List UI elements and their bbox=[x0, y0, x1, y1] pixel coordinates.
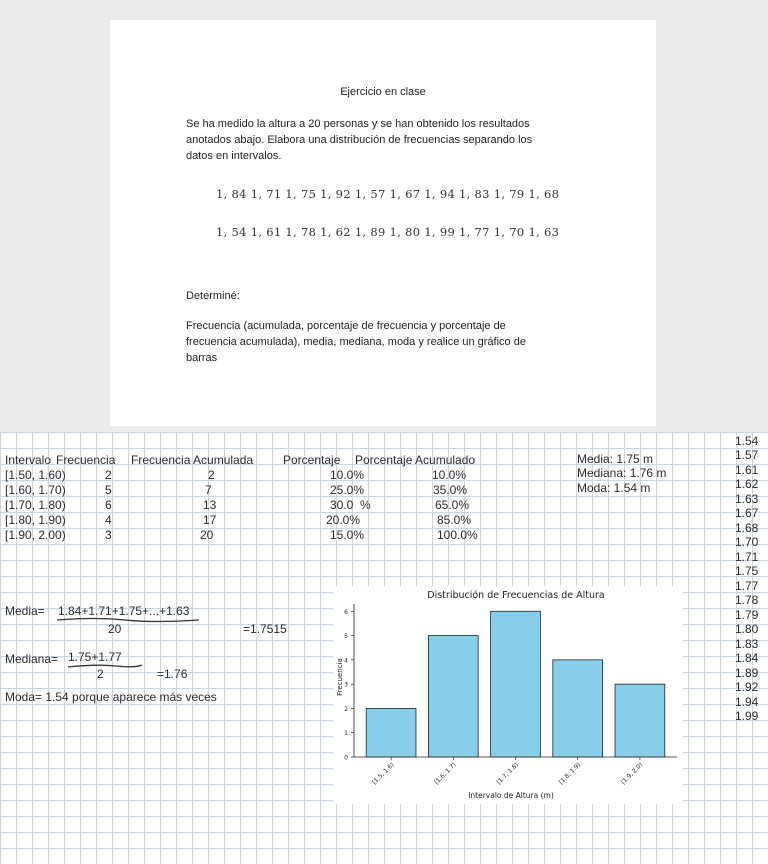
header-porcentaje: Porcentaje bbox=[283, 453, 341, 467]
bar bbox=[428, 636, 478, 757]
chart-title: Distribución de Frecuencias de Altura bbox=[427, 590, 605, 601]
cell-porcentaje: 20.0% bbox=[326, 513, 361, 527]
cell-porcentaje-acumulado: 10.0% bbox=[432, 468, 467, 482]
cell-porcentaje-acumulado: 85.0% bbox=[437, 513, 472, 527]
instruction-line: Frecuencia (acumulada, porcentaje de frecuencia y porcentaje de bbox=[186, 320, 506, 332]
exercise-intro bbox=[186, 116, 566, 164]
header-intervalo: Intervalo bbox=[5, 453, 52, 467]
x-tick-label: [1.5, 1.6) bbox=[371, 761, 396, 786]
cell-intervalo: [1.90, 2.00) bbox=[5, 528, 66, 542]
cell-porcentaje-acumulado: 65.0% bbox=[435, 498, 470, 512]
sorted-value: 1.99 bbox=[735, 709, 759, 723]
cell-intervalo: [1.70, 1.80) bbox=[5, 498, 66, 512]
sorted-value: 1.54 bbox=[735, 434, 759, 448]
bar bbox=[366, 708, 416, 757]
stat-moda: Moda: 1.54 m bbox=[577, 481, 651, 495]
fraction-bar bbox=[55, 616, 201, 624]
mediana-denominator: 2 bbox=[97, 667, 104, 681]
exercise-sheet bbox=[110, 20, 656, 426]
x-tick-label: [1.8, 1.9) bbox=[557, 761, 583, 786]
intro-line: anotados abajo. Elabora una distribución de frecuencias separando los bbox=[186, 134, 533, 146]
y-axis-label: Frecuencia bbox=[336, 658, 344, 696]
exercise-instructions bbox=[186, 318, 566, 366]
cell-acumulada: 7 bbox=[205, 483, 212, 497]
instruction-line: barras bbox=[186, 352, 218, 364]
sorted-value: 1.68 bbox=[735, 521, 759, 535]
cell-intervalo: [1.80, 1.90) bbox=[5, 513, 66, 527]
intro-line: Se ha medido la altura a 20 personas y se han obtenido los resultados bbox=[186, 118, 530, 130]
cell-porcentaje-acumulado: 100.0% bbox=[437, 528, 478, 542]
bar bbox=[553, 660, 603, 757]
sorted-value: 1.63 bbox=[735, 492, 759, 506]
bar bbox=[615, 684, 665, 757]
cell-acumulada: 17 bbox=[203, 513, 217, 527]
sorted-value: 1.83 bbox=[735, 637, 759, 651]
sorted-value: 1.92 bbox=[735, 680, 759, 694]
y-tick-label: 5 bbox=[344, 633, 348, 641]
media-numerator: 1.84+1.71+1.75+...+1.63 bbox=[58, 604, 190, 618]
chart-svg bbox=[333, 586, 683, 804]
intro-line: datos en intervalos. bbox=[186, 150, 282, 162]
stat-mediana: Mediana: 1.76 m bbox=[577, 466, 667, 480]
y-tick-label: 4 bbox=[344, 657, 348, 665]
cell-porcentaje: 30.0 % bbox=[330, 498, 371, 512]
sorted-value: 1.77 bbox=[735, 579, 759, 593]
cell-porcentaje: 15.0% bbox=[330, 528, 365, 542]
y-tick-label: 2 bbox=[344, 705, 348, 713]
fraction-bar bbox=[66, 662, 144, 670]
cell-acumulada: 2 bbox=[208, 468, 215, 482]
header-frecuencia-acumulada: Frecuencia Acumulada bbox=[131, 453, 254, 467]
sorted-value: 1.78 bbox=[735, 593, 759, 607]
data-row-2: 1, 54 1, 61 1, 78 1, 62 1, 89 1, 80 1, 99 1, 77 1, 70 1, 63 bbox=[216, 225, 560, 239]
cell-frecuencia: 4 bbox=[105, 513, 112, 527]
moda-text: Moda= 1.54 porque aparece más veces bbox=[5, 690, 217, 704]
sorted-value: 1.94 bbox=[735, 695, 759, 709]
header-porcentaje-acumulado: Porcentaje Acumulado bbox=[355, 453, 476, 467]
mediana-result: =1.76 bbox=[157, 667, 188, 681]
y-tick-label: 6 bbox=[344, 608, 348, 616]
sorted-value: 1.75 bbox=[735, 564, 759, 578]
determine-label: Determiné: bbox=[186, 290, 240, 302]
sorted-value: 1.62 bbox=[735, 477, 759, 491]
media-result: =1.7515 bbox=[243, 622, 287, 636]
sorted-value: 1.61 bbox=[735, 463, 759, 477]
cell-frecuencia: 2 bbox=[105, 468, 112, 482]
mediana-label: Mediana= bbox=[5, 652, 59, 666]
media-label: Media= bbox=[5, 604, 45, 618]
bar bbox=[491, 611, 541, 757]
cell-intervalo: [1.50, 1.60) bbox=[5, 468, 66, 482]
sorted-value: 1.89 bbox=[735, 666, 759, 680]
y-tick-label: 3 bbox=[344, 681, 348, 689]
y-tick-label: 0 bbox=[344, 754, 348, 762]
cell-acumulada: 13 bbox=[203, 498, 217, 512]
cell-frecuencia: 5 bbox=[105, 483, 112, 497]
sorted-value: 1.70 bbox=[735, 535, 759, 549]
stat-media: Media: 1.75 m bbox=[577, 452, 654, 466]
cell-frecuencia: 6 bbox=[105, 498, 112, 512]
sorted-value: 1.79 bbox=[735, 608, 759, 622]
sorted-value: 1.67 bbox=[735, 506, 759, 520]
header-frecuencia: Frecuencia bbox=[56, 453, 116, 467]
media-denominator: 20 bbox=[108, 622, 122, 636]
sorted-value: 1.57 bbox=[735, 448, 759, 462]
x-tick-label: [1.6, 1.7) bbox=[433, 761, 458, 786]
x-axis-label: Intervalo de Altura (m) bbox=[468, 791, 554, 800]
cell-porcentaje-acumulado: 35.0% bbox=[433, 483, 468, 497]
cell-porcentaje: 25.0% bbox=[330, 483, 365, 497]
mediana-numerator: 1.75+1.77 bbox=[68, 650, 122, 664]
cell-porcentaje: 10.0% bbox=[330, 468, 365, 482]
x-tick-label: [1.7, 1.8) bbox=[495, 761, 520, 786]
y-tick-label: 1 bbox=[344, 730, 348, 738]
data-row-1: 1, 84 1, 71 1, 75 1, 92 1, 57 1, 67 1, 94 1, 83 1, 79 1, 68 bbox=[216, 187, 560, 201]
sorted-value: 1.84 bbox=[735, 651, 759, 665]
sorted-value: 1.71 bbox=[735, 550, 759, 564]
exercise-title: Ejercicio en clase bbox=[340, 86, 426, 98]
sorted-value: 1.80 bbox=[735, 622, 759, 636]
x-tick-label: [1.9, 2.0) bbox=[619, 761, 645, 786]
frequency-bar-chart bbox=[333, 586, 683, 804]
cell-intervalo: [1.60, 1.70) bbox=[5, 483, 66, 497]
cell-acumulada: 20 bbox=[200, 528, 214, 542]
cell-frecuencia: 3 bbox=[105, 528, 112, 542]
instruction-line: frecuencia acumulada), media, mediana, moda y realice un gráfico de bbox=[186, 336, 526, 348]
